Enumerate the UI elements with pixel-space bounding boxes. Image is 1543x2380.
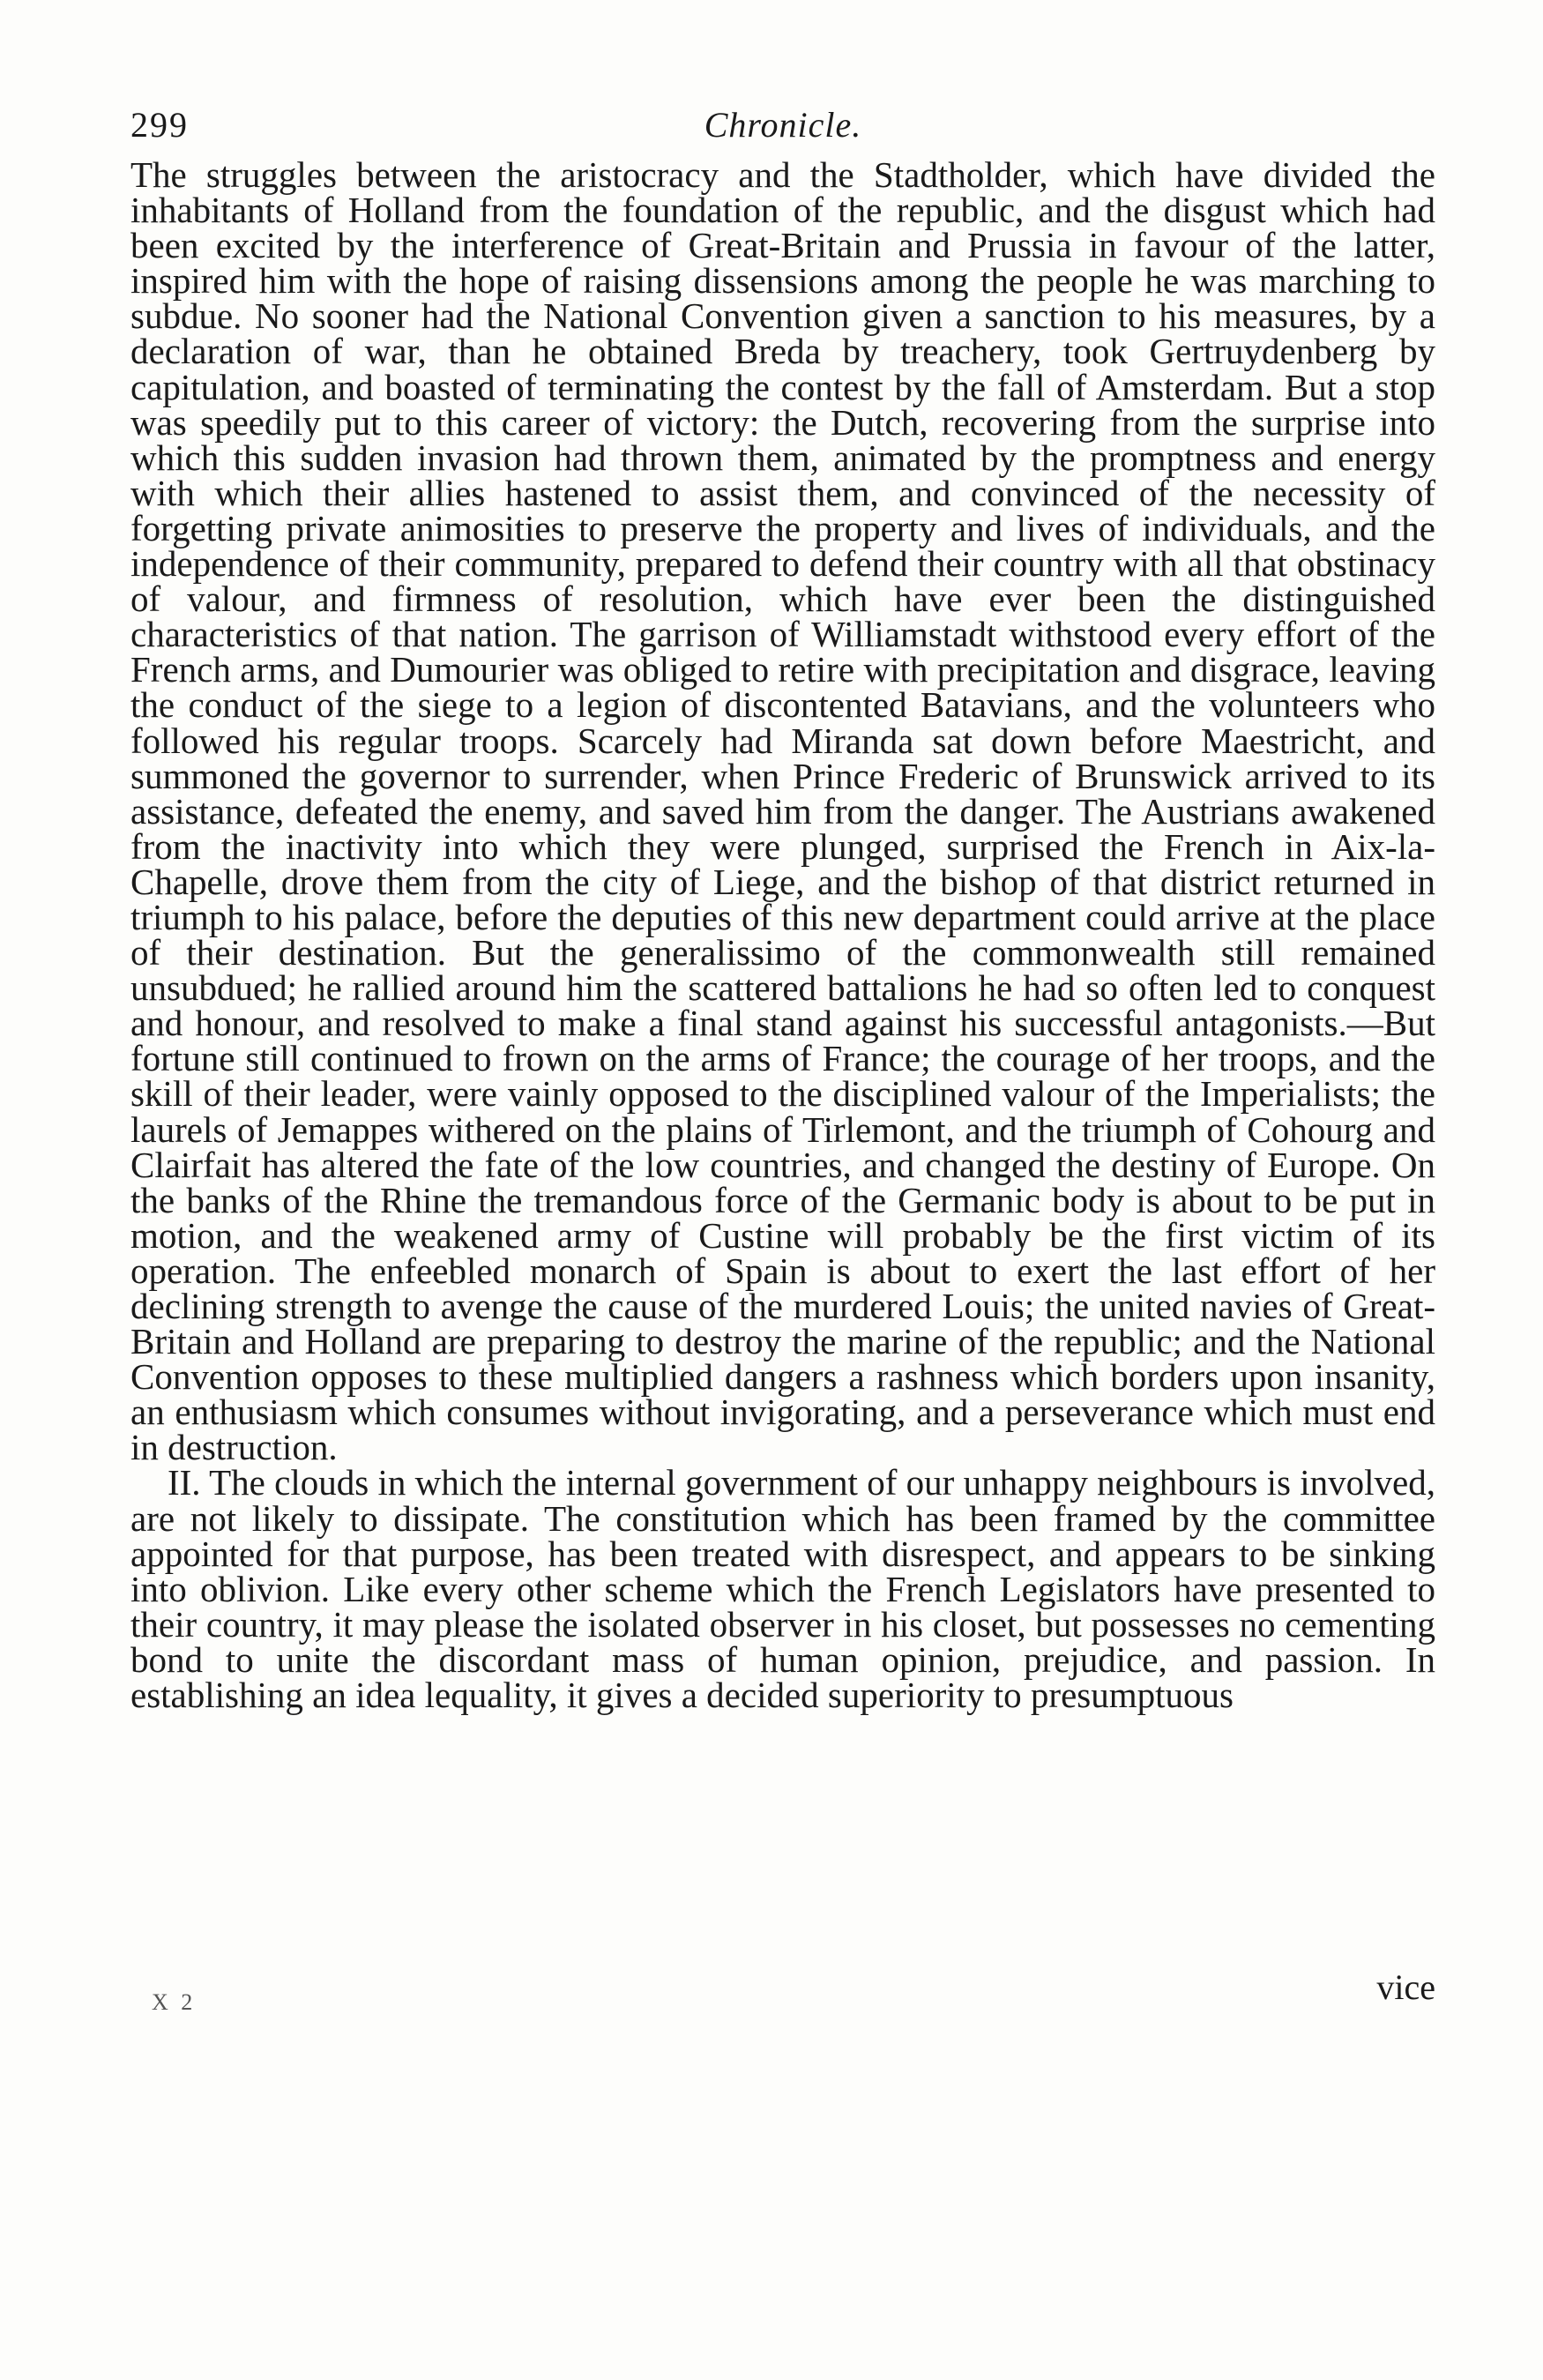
body-text — [130, 154, 1435, 1716]
page-number: 299 — [130, 105, 189, 145]
catchword: vice — [1376, 1967, 1435, 2007]
page-footer — [130, 1966, 1435, 2009]
signature-mark: X 2 — [152, 1989, 197, 2015]
paragraph-2-section-ii: II. The clouds in which the internal government of our unhappy neighbours is involved, are not likely to dissipate. The constitution which has been framed by the committee appointed for that purpose, has been treated with disrespect, and appears to be sinking into oblivion. Like every other scheme which the French Legislators have presented to their country, it may please the isolated observer in his closet, but possesses no cementing bond to unite the discordant mass of human opinion, prejudice, and passion. In establishing an idea lequality, it gives a decided superiority to presumptuous — [130, 1462, 1435, 1716]
paragraph-1: The struggles between the aristocracy and the Stadtholder, which have divided the inhabitants of Holland from the foundation of the republic, and the disgust which had been excited by the interference of Great-Britain and Prussia in favour of the latter, inspired him with the hope of raising dissensions among the people he was marching to subdue. No sooner had the National Convention given a sanction to his measures, by a declaration of war, than he obtained Breda by treachery, took Gertruydenberg by capitulation, and boasted of terminating the contest by the fall of Amsterdam. But a stop was speedily put to this career of victory: the Dutch, recovering from the surprise into which this sudden invasion had thrown them, animated by the promptness and energy with which their allies hastened to assist them, and convinced of the necessity of forgetting private animosities to preserve the property and lives of individuals, and the independence of their community, prepared to defend their country with all that obstinacy of valour, and firmness of resolution, which have ever been the distinguished characteristics of that nation. The garrison of Williamstadt withstood every effort of the French arms, and Dumourier was obliged to retire with precipitation and disgrace, leaving the conduct of the siege to a legion of discontented Batavians, and the volunteers who followed his regular troops. Scarcely had Miranda sat down before Maestricht, and summoned the governor to surrender, when Prince Frederic of Brunswick arrived to its assistance, defeated the enemy, and saved him from the danger. The Austrians awakened from the inactivity into which they were plunged, surprised the French in Aix-la-Chapelle, drove them from the city of Liege, and the bishop of that district returned in triumph to his palace, before the deputies of this new department could arrive at the place of their destination. But the generalissimo of the commonwealth still remained unsubdued; he rallied around him the scattered battalions he had so often led to conquest and honour, and resolved to make a final stand against his successful antagonists.—But fortune still continued to frown on the arms of France; the courage of her troops, and the skill of their leader, were vainly opposed to the disciplined valour of the Imperialists; the laurels of Jemappes withered on the plains of Tirlemont, and the triumph of Cohourg and Clairfait has altered the fate of the low countries, and changed the destiny of Europe. On the banks of the Rhine the tremandous force of the Germanic body is about to be put in motion, and the weakened army of Custine will probably be the first victim of its operation. The enfeebled monarch of Spain is about to exert the last effort of her declining strength to avenge the cause of the murdered Louis; the united navies of Great-Britain and Holland are preparing to destroy the marine of the republic; and the National Convention opposes to these multiplied dangers a rashness which borders upon insanity, an enthusiasm which consumes without invigorating, and a perseverance which must end in destruction. — [130, 154, 1435, 1468]
running-title: Chronicle. — [704, 105, 862, 145]
running-head — [130, 104, 1435, 157]
